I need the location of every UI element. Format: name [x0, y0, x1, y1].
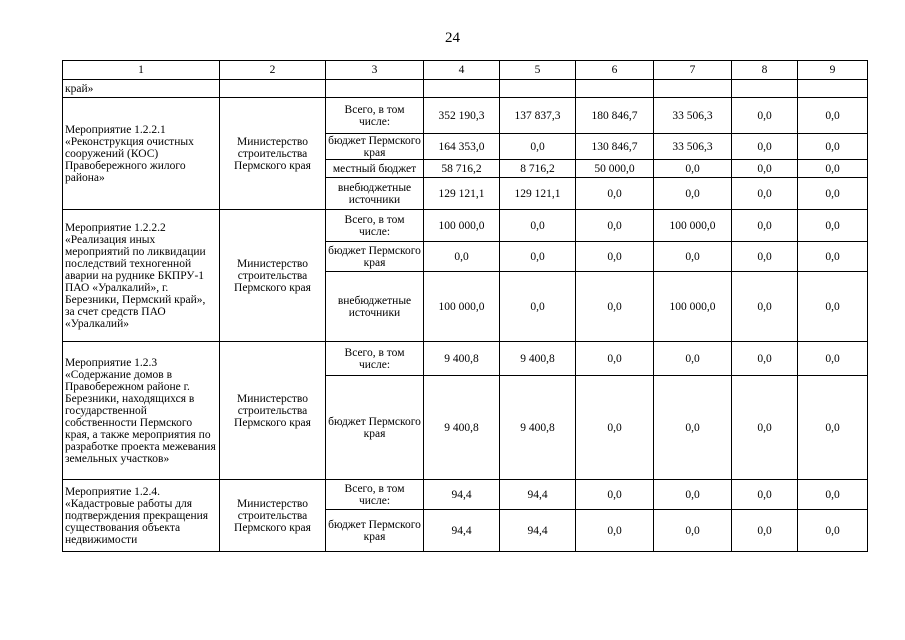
- amount-cell: 94,4: [424, 510, 500, 552]
- amount-cell: 0,0: [732, 134, 798, 160]
- amount-cell: 0,0: [732, 480, 798, 510]
- funding-source: бюджет Пермского края: [326, 134, 424, 160]
- amount-cell: 0,0: [576, 342, 654, 376]
- funding-source: Всего, в том числе:: [326, 480, 424, 510]
- funding-source: местный бюджет: [326, 160, 424, 178]
- measures-body: [63, 98, 868, 552]
- amount-cell: 9 400,8: [424, 342, 500, 376]
- amount-cell: 0,0: [654, 376, 732, 480]
- column-header: 5: [500, 61, 576, 80]
- header-row: [63, 61, 868, 80]
- amount-cell: 0,0: [576, 178, 654, 210]
- column-header: 4: [424, 61, 500, 80]
- continuation-text: край»: [63, 80, 220, 98]
- amount-cell: 0,0: [500, 242, 576, 272]
- funding-source: Всего, в том числе:: [326, 98, 424, 134]
- amount-cell: 164 353,0: [424, 134, 500, 160]
- funding-source: Всего, в том числе:: [326, 210, 424, 242]
- amount-cell: 33 506,3: [654, 98, 732, 134]
- amount-cell: 352 190,3: [424, 98, 500, 134]
- amount-cell: 0,0: [654, 510, 732, 552]
- column-header: 6: [576, 61, 654, 80]
- responsible-executor: Министерство строительства Пермского края: [220, 98, 326, 210]
- amount-cell: 0,0: [798, 134, 868, 160]
- amount-cell: 0,0: [732, 376, 798, 480]
- amount-cell: 9 400,8: [500, 342, 576, 376]
- amount-cell: 0,0: [732, 272, 798, 342]
- amount-cell: 58 716,2: [424, 160, 500, 178]
- amount-cell: 94,4: [424, 480, 500, 510]
- amount-cell: 180 846,7: [576, 98, 654, 134]
- amount-cell: 0,0: [654, 342, 732, 376]
- table-row: [63, 210, 868, 242]
- table-row: [63, 342, 868, 376]
- column-header: 8: [732, 61, 798, 80]
- continuation-row: [63, 80, 868, 98]
- amount-cell: 0,0: [798, 376, 868, 480]
- measure-name: Мероприятие 1.2.2.2 «Реализация иных мероприятий по ликвидации последствий техногенной аварии на руднике БКПРУ-1 ПАО «Уралкалий», г. Березники, Пермский край», за счет средств ПАО «Уралкалий»: [63, 210, 220, 342]
- amount-cell: 0,0: [500, 134, 576, 160]
- amount-cell: 0,0: [798, 242, 868, 272]
- page-number: 24: [445, 30, 460, 46]
- amount-cell: 0,0: [732, 160, 798, 178]
- column-header: 2: [220, 61, 326, 80]
- amount-cell: 0,0: [654, 160, 732, 178]
- amount-cell: 100 000,0: [654, 272, 732, 342]
- responsible-executor: Министерство строительства Пермского края: [220, 480, 326, 552]
- funding-source: бюджет Пермского края: [326, 376, 424, 480]
- amount-cell: 130 846,7: [576, 134, 654, 160]
- amount-cell: 0,0: [576, 210, 654, 242]
- table-row: [63, 480, 868, 510]
- amount-cell: 0,0: [654, 242, 732, 272]
- measure-name: Мероприятие 1.2.2.1 «Реконструкция очистных сооружений (КОС) Правобережного жилого района»: [63, 98, 220, 210]
- funding-source: бюджет Пермского края: [326, 242, 424, 272]
- amount-cell: 9 400,8: [424, 376, 500, 480]
- amount-cell: 100 000,0: [424, 210, 500, 242]
- responsible-executor: Министерство строительства Пермского края: [220, 210, 326, 342]
- amount-cell: 0,0: [798, 160, 868, 178]
- column-header: 9: [798, 61, 868, 80]
- amount-cell: 0,0: [576, 480, 654, 510]
- amount-cell: 0,0: [798, 178, 868, 210]
- funding-source: Всего, в том числе:: [326, 342, 424, 376]
- amount-cell: 0,0: [732, 98, 798, 134]
- amount-cell: 0,0: [732, 178, 798, 210]
- amount-cell: 94,4: [500, 480, 576, 510]
- amount-cell: 0,0: [576, 376, 654, 480]
- amount-cell: 50 000,0: [576, 160, 654, 178]
- amount-cell: 9 400,8: [500, 376, 576, 480]
- table-row: [63, 98, 868, 134]
- funding-source: внебюджетные источники: [326, 272, 424, 342]
- amount-cell: 100 000,0: [654, 210, 732, 242]
- amount-cell: 0,0: [732, 210, 798, 242]
- column-header: 1: [63, 61, 220, 80]
- amount-cell: 0,0: [798, 272, 868, 342]
- amount-cell: 129 121,1: [424, 178, 500, 210]
- funding-source: внебюджетные источники: [326, 178, 424, 210]
- amount-cell: 0,0: [732, 342, 798, 376]
- column-header: 7: [654, 61, 732, 80]
- amount-cell: 8 716,2: [500, 160, 576, 178]
- amount-cell: 0,0: [732, 510, 798, 552]
- amount-cell: 0,0: [576, 272, 654, 342]
- amount-cell: 0,0: [576, 510, 654, 552]
- funding-source: бюджет Пермского края: [326, 510, 424, 552]
- amount-cell: 0,0: [798, 510, 868, 552]
- amount-cell: 0,0: [798, 480, 868, 510]
- amount-cell: 100 000,0: [424, 272, 500, 342]
- amount-cell: 0,0: [654, 480, 732, 510]
- responsible-executor: Министерство строительства Пермского края: [220, 342, 326, 480]
- amount-cell: 137 837,3: [500, 98, 576, 134]
- budget-table: [62, 60, 868, 552]
- amount-cell: 0,0: [500, 272, 576, 342]
- measure-name: Мероприятие 1.2.3 «Содержание домов в Правобережном районе г. Березники, находящихся в государственной собственности Пермского края, а также мероприятия по разработке проекта межевания земельных участков»: [63, 342, 220, 480]
- amount-cell: 0,0: [576, 242, 654, 272]
- amount-cell: 0,0: [424, 242, 500, 272]
- column-header: 3: [326, 61, 424, 80]
- amount-cell: 0,0: [798, 342, 868, 376]
- amount-cell: 94,4: [500, 510, 576, 552]
- amount-cell: 129 121,1: [500, 178, 576, 210]
- amount-cell: 0,0: [798, 210, 868, 242]
- measure-name: Мероприятие 1.2.4. «Кадастровые работы для подтверждения прекращения существования объекта недвижимости: [63, 480, 220, 552]
- amount-cell: 0,0: [654, 178, 732, 210]
- amount-cell: 33 506,3: [654, 134, 732, 160]
- amount-cell: 0,0: [732, 242, 798, 272]
- amount-cell: 0,0: [500, 210, 576, 242]
- amount-cell: 0,0: [798, 98, 868, 134]
